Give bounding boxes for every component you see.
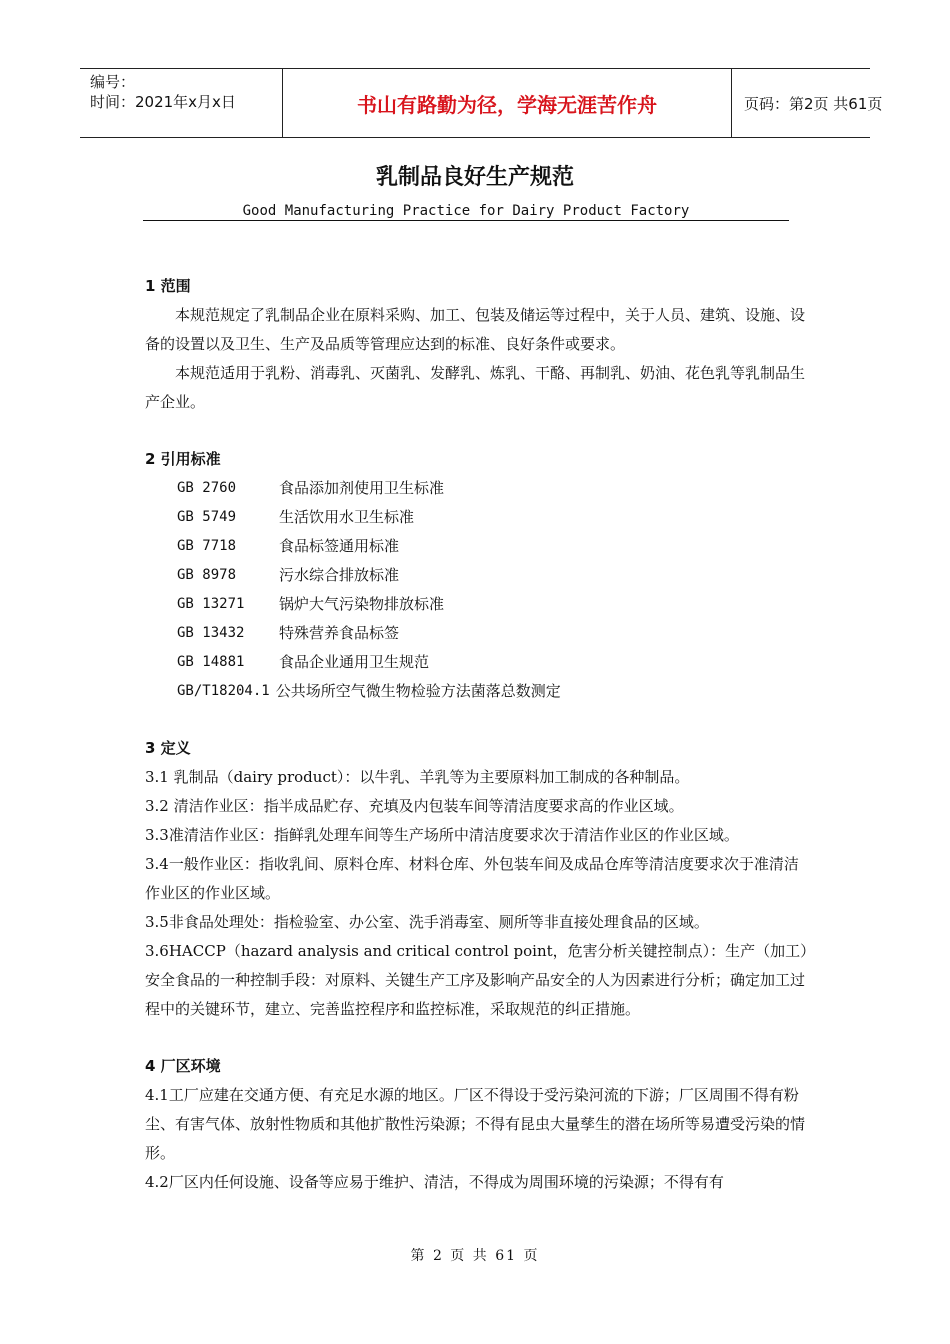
ref-code: GB/T18204.1 bbox=[177, 683, 270, 699]
ref-name: 污水综合排放标准 bbox=[279, 566, 400, 584]
ref-name: 生活饮用水卫生标准 bbox=[279, 508, 415, 526]
section-heading-env: 4 厂区环境 bbox=[145, 1057, 221, 1075]
definition-item: 3.6HACCP（hazard analysis and critical control point，危害分析关键控制点）：生产（加工）安全食品的一种控制手段：对原料、关键生产工序及影响产品安全的人为因素进行分析；确定加工过程中的关键环节，建立、完善监控程序和监控标准，采取规范的纠正措施。 bbox=[145, 942, 808, 1018]
ref-code: GB 14881 bbox=[177, 654, 245, 670]
document-body bbox=[145, 272, 810, 1197]
header-page-info: 页码：第2页 共61页 bbox=[744, 94, 883, 113]
ref-name: 食品标签通用标准 bbox=[279, 537, 400, 555]
header-meta bbox=[80, 69, 282, 137]
ref-item bbox=[145, 561, 810, 590]
header-motto: 书山有路勤为径，学海无涯苦作舟 bbox=[282, 69, 732, 137]
ref-code: GB 8978 bbox=[177, 567, 237, 583]
ref-code: GB 13271 bbox=[177, 596, 245, 612]
ref-code: GB 13432 bbox=[177, 625, 245, 641]
ref-item bbox=[145, 503, 810, 532]
scope-paragraph-1: 本规范规定了乳制品企业在原料采购、加工、包装及储运等过程中，关于人员、建筑、设施、设备的设置以及卫生、生产及品质等管理应达到的标准、良好条件或要求。 bbox=[145, 306, 806, 353]
section-heading-defs: 3 定义 bbox=[145, 739, 191, 757]
ref-name: 食品添加剂使用卫生标准 bbox=[279, 479, 445, 497]
ref-code: GB 7718 bbox=[177, 538, 237, 554]
document-subtitle: Good Manufacturing Practice for Dairy Product Factory bbox=[143, 203, 789, 221]
time-label: 时间：2021年x月x日 bbox=[90, 93, 236, 111]
ref-code: GB 2760 bbox=[177, 480, 237, 496]
definition-item: 3.3准清洁作业区：指鲜乳处理车间等生产场所中清洁度要求次于清洁作业区的作业区域。 bbox=[145, 826, 739, 844]
ref-name: 公共场所空气微生物检验方法菌落总数测定 bbox=[275, 682, 561, 700]
definition-item: 3.1 乳制品（dairy product）：以牛乳、羊乳等为主要原料加工制成的各种制品。 bbox=[145, 768, 690, 786]
ref-name: 食品企业通用卫生规范 bbox=[279, 653, 430, 671]
environment-item: 4.1工厂应建在交通方便、有充足水源的地区。厂区不得设于受污染河流的下游；厂区周围不得有粉尘、有害气体、放射性物质和其他扩散性污染源；不得有昆虫大量孳生的潜在场所等易遭受污染的情形。 bbox=[145, 1086, 806, 1162]
code-label: 编号： bbox=[90, 73, 136, 91]
ref-item bbox=[145, 677, 810, 706]
scope-paragraph-2: 本规范适用于乳粉、消毒乳、灭菌乳、发酵乳、炼乳、干酪、再制乳、奶油、花色乳等乳制品生产企业。 bbox=[145, 364, 806, 411]
ref-item bbox=[145, 648, 810, 677]
ref-name: 锅炉大气污染物排放标准 bbox=[279, 595, 445, 613]
ref-item bbox=[145, 532, 810, 561]
section-heading-refs: 2 引用标准 bbox=[145, 450, 221, 468]
section-heading-scope: 1 范围 bbox=[145, 277, 191, 295]
ref-name: 特殊营养食品标签 bbox=[279, 624, 400, 642]
page-header bbox=[80, 68, 883, 138]
definition-item: 3.4一般作业区：指收乳间、原料仓库、材料仓库、外包装车间及成品仓库等清洁度要求次于准清洁作业区的作业区域。 bbox=[145, 855, 799, 902]
page-footer: 第 2 页 共 61 页 bbox=[410, 1248, 540, 1264]
ref-code: GB 5749 bbox=[177, 509, 237, 525]
ref-item bbox=[145, 619, 810, 648]
ref-item bbox=[145, 474, 810, 503]
definition-item: 3.2 清洁作业区：指半成品贮存、充填及内包装车间等清洁度要求高的作业区域。 bbox=[145, 797, 684, 815]
ref-item bbox=[145, 590, 810, 619]
document-title: 乳制品良好生产规范 bbox=[375, 165, 574, 190]
environment-item: 4.2厂区内任何设施、设备等应易于维护、清洁，不得成为周围环境的污染源；不得有有 bbox=[145, 1173, 724, 1191]
definition-item: 3.5非食品处理处：指检验室、办公室、洗手消毒室、厕所等非直接处理食品的区域。 bbox=[145, 913, 709, 931]
